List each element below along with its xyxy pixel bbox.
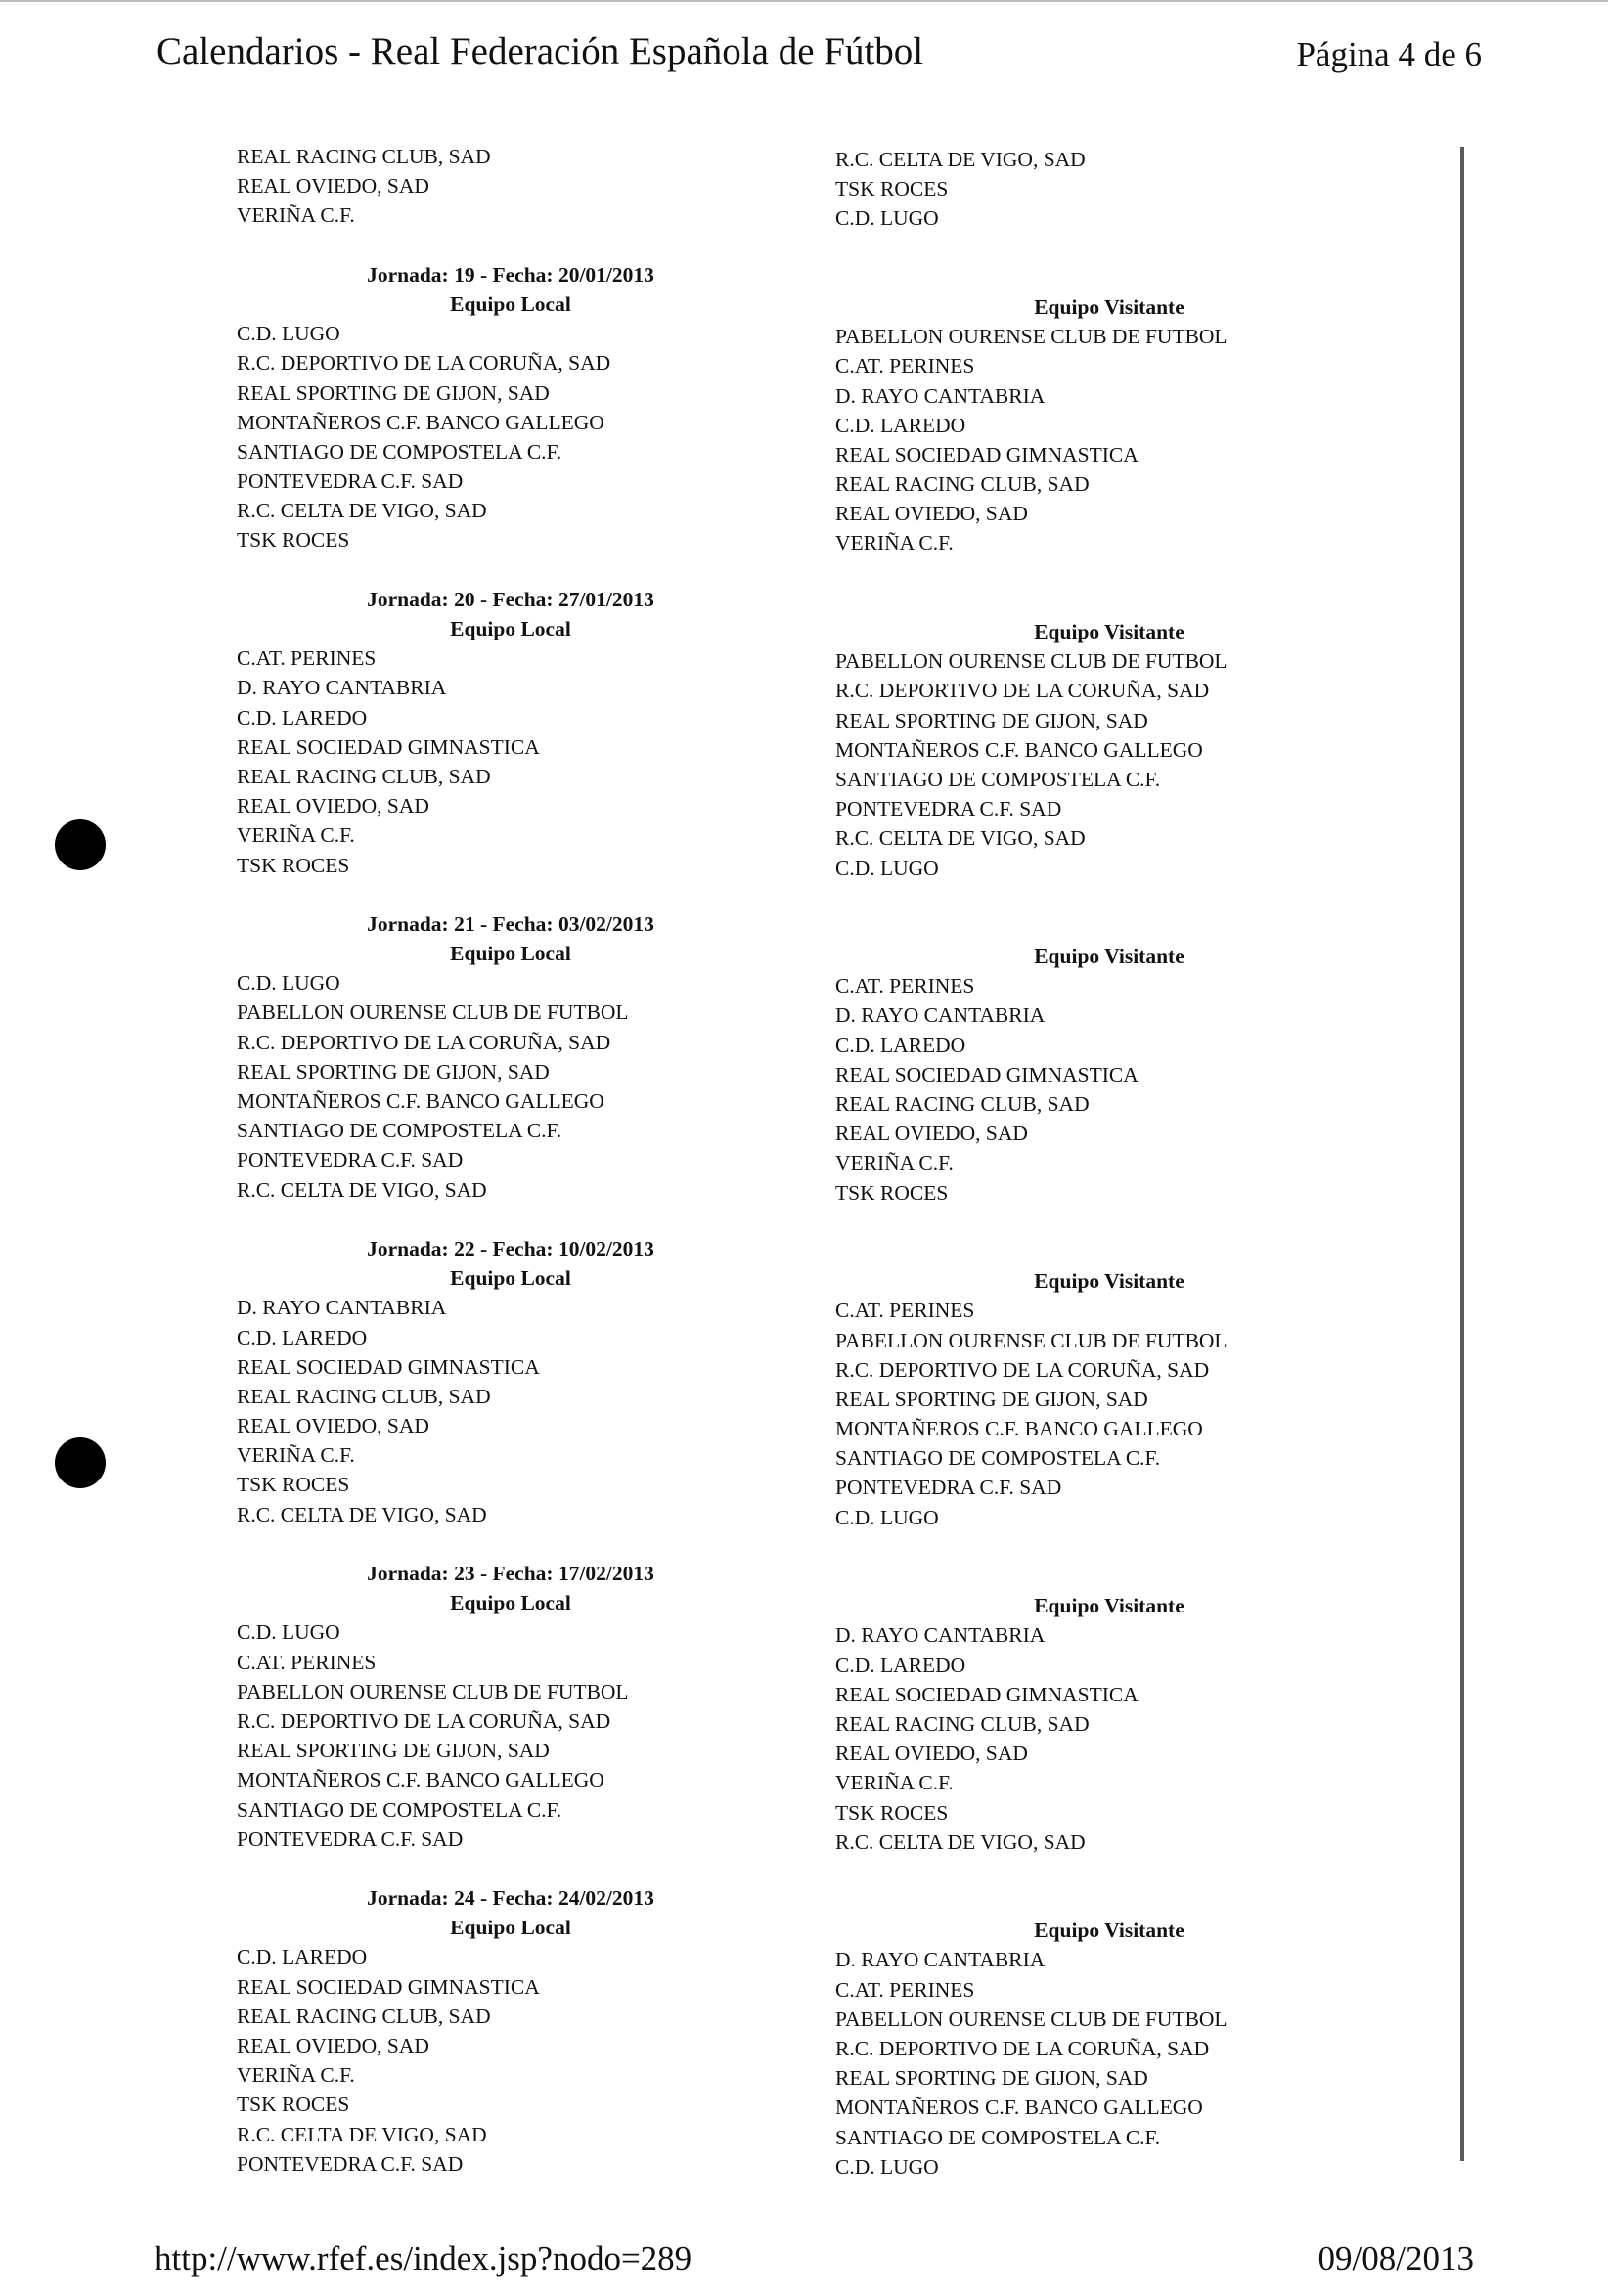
equipo-local-heading: Equipo Local [450, 291, 571, 316]
team-name: C.D. LAREDO [237, 1325, 368, 1349]
team-name: C.AT. PERINES [237, 646, 377, 671]
team-name: C.AT. PERINES [835, 1299, 975, 1323]
team-name: C.D. LUGO [835, 1505, 939, 1529]
team-name: REAL OVIEDO, SAD [835, 1122, 1028, 1146]
spacer [835, 1886, 1383, 1916]
team-name: SANTIAGO DE COMPOSTELA C.F. [237, 439, 562, 464]
team-name: REAL SOCIEDAD GIMNASTICA [835, 1062, 1139, 1086]
team-name: REAL SPORTING DE GIJON, SAD [237, 1739, 550, 1763]
team-name: REAL OVIEDO, SAD [835, 502, 1028, 526]
spacer [237, 231, 784, 260]
team-name: TSK ROCES [835, 1180, 949, 1205]
team-name: REAL SOCIEDAD GIMNASTICA [237, 1974, 540, 1999]
team-name: REAL RACING CLUB, SAD [237, 2004, 491, 2028]
team-name: MONTAÑEROS C.F. BANCO GALLEGO [835, 1417, 1203, 1441]
team-name: SANTIAGO DE COMPOSTELA C.F. [237, 1119, 562, 1143]
team-name: SANTIAGO DE COMPOSTELA C.F. [237, 1797, 562, 1822]
team-name: R.C. DEPORTIVO DE LA CORUÑA, SAD [237, 1030, 611, 1054]
team-name: REAL RACING CLUB, SAD [237, 145, 491, 168]
equipo-visitante-heading: Equipo Visitante [1034, 945, 1184, 969]
team-name: PABELLON OURENSE CLUB DE FUTBOL [237, 1000, 629, 1025]
jornada-title: Jornada: 21 - Fecha: 03/02/2013 [367, 911, 654, 936]
team-name: REAL SPORTING DE GIJON, SAD [835, 708, 1148, 732]
team-name: REAL SOCIEDAD GIMNASTICA [237, 1354, 540, 1379]
team-name: C.D. LAREDO [835, 413, 966, 437]
spacer [237, 1854, 784, 1883]
team-name: C.D. LAREDO [237, 1945, 368, 1969]
team-name: C.D. LAREDO [835, 1033, 966, 1057]
team-name: D. RAYO CANTABRIA [835, 1003, 1046, 1028]
team-name: VERIÑA C.F. [835, 531, 954, 555]
team-name: TSK ROCES [237, 1473, 350, 1497]
equipo-visitante-heading: Equipo Visitante [1034, 1269, 1184, 1294]
team-name: D. RAYO CANTABRIA [237, 1296, 447, 1320]
equipo-local-heading: Equipo Local [450, 942, 571, 966]
team-name: MONTAÑEROS C.F. BANCO GALLEGO [835, 2096, 1203, 2120]
team-name: R.C. CELTA DE VIGO, SAD [835, 1830, 1086, 1854]
spacer [237, 1205, 784, 1234]
team-name: REAL OVIEDO, SAD [237, 794, 429, 818]
team-name: PONTEVEDRA C.F. SAD [237, 469, 464, 494]
team-name: R.C. CELTA DE VIGO, SAD [237, 1502, 487, 1526]
team-name: REAL SOCIEDAD GIMNASTICA [237, 734, 540, 759]
jornada-title: Jornada: 24 - Fecha: 24/02/2013 [367, 1886, 654, 1911]
team-name: D. RAYO CANTABRIA [835, 1623, 1046, 1648]
spacer [835, 912, 1383, 942]
punch-hole-top [55, 819, 106, 870]
team-name: PONTEVEDRA C.F. SAD [237, 1827, 464, 1851]
footer-date: 09/08/2013 [1318, 2239, 1474, 2277]
team-name: D. RAYO CANTABRIA [835, 1948, 1046, 1972]
team-name: TSK ROCES [835, 177, 949, 201]
team-name: PONTEVEDRA C.F. SAD [237, 1148, 464, 1172]
team-name: VERIÑA C.F. [835, 1771, 954, 1795]
equipo-visitante-heading: Equipo Visitante [1034, 620, 1184, 643]
team-name: C.AT. PERINES [835, 354, 975, 378]
team-name: R.C. DEPORTIVO DE LA CORUÑA, SAD [835, 679, 1210, 703]
team-name: VERIÑA C.F. [237, 1443, 355, 1468]
local-column [237, 142, 784, 2179]
team-name: C.D. LUGO [835, 2154, 939, 2179]
team-name: C.AT. PERINES [835, 1977, 975, 2002]
team-name: PABELLON OURENSE CLUB DE FUTBOL [835, 649, 1228, 674]
team-name: R.C. DEPORTIVO DE LA CORUÑA, SAD [237, 1708, 611, 1733]
spacer [237, 880, 784, 909]
team-name: C.D. LUGO [835, 206, 939, 231]
spacer [835, 263, 1383, 292]
visitante-column [835, 145, 1383, 2182]
equipo-visitante-heading: Equipo Visitante [1034, 294, 1184, 319]
spacer [835, 1208, 1383, 1237]
team-name: PONTEVEDRA C.F. SAD [237, 2151, 464, 2176]
team-name: R.C. DEPORTIVO DE LA CORUÑA, SAD [835, 1357, 1210, 1382]
team-name: R.C. CELTA DE VIGO, SAD [237, 1177, 487, 1202]
spacer [835, 588, 1383, 617]
team-name: MONTAÑEROS C.F. BANCO GALLEGO [237, 1768, 604, 1792]
team-name: R.C. DEPORTIVO DE LA CORUÑA, SAD [237, 351, 611, 375]
footer-url: http://www.rfef.es/index.jsp?nodo=289 [155, 2239, 692, 2277]
team-name: REAL RACING CLUB, SAD [835, 472, 1090, 497]
team-name: D. RAYO CANTABRIA [237, 676, 447, 700]
equipo-visitante-heading: Equipo Visitante [1034, 1594, 1184, 1618]
equipo-local-heading: Equipo Local [450, 617, 571, 640]
equipo-visitante-heading: Equipo Visitante [1034, 1919, 1184, 1943]
spacer [835, 1562, 1383, 1591]
jornada-title: Jornada: 19 - Fecha: 20/01/2013 [367, 262, 654, 287]
team-name: REAL RACING CLUB, SAD [237, 1384, 491, 1408]
team-name: R.C. CELTA DE VIGO, SAD [237, 2122, 487, 2146]
page-number: Página 4 de 6 [1296, 35, 1482, 73]
team-name: REAL SPORTING DE GIJON, SAD [237, 380, 550, 405]
team-name: PABELLON OURENSE CLUB DE FUTBOL [237, 1679, 629, 1703]
team-name: C.AT. PERINES [237, 1650, 377, 1674]
right-margin-line [1460, 147, 1464, 2161]
spacer [237, 1529, 784, 1559]
spacer [835, 1532, 1383, 1562]
equipo-local-heading: Equipo Local [450, 1916, 571, 1940]
team-name: R.C. CELTA DE VIGO, SAD [835, 826, 1086, 851]
team-name: MONTAÑEROS C.F. BANCO GALLEGO [835, 737, 1203, 762]
team-name: REAL OVIEDO, SAD [237, 2034, 429, 2057]
team-name: D. RAYO CANTABRIA [835, 383, 1046, 408]
team-name: R.C. CELTA DE VIGO, SAD [835, 148, 1086, 171]
spacer [835, 234, 1383, 263]
jornada-title: Jornada: 20 - Fecha: 27/01/2013 [367, 587, 654, 611]
team-name: PABELLON OURENSE CLUB DE FUTBOL [835, 1328, 1228, 1352]
team-name: REAL SPORTING DE GIJON, SAD [835, 1387, 1148, 1411]
team-name: TSK ROCES [237, 2093, 350, 2117]
jornada-title: Jornada: 23 - Fecha: 17/02/2013 [367, 1562, 654, 1585]
equipo-local-heading: Equipo Local [450, 1266, 571, 1291]
team-name: C.D. LAREDO [237, 705, 368, 729]
team-name: REAL RACING CLUB, SAD [237, 764, 491, 788]
spacer [237, 555, 784, 585]
spacer [835, 883, 1383, 912]
team-name: REAL RACING CLUB, SAD [835, 1092, 1090, 1116]
team-name: R.C. DEPORTIVO DE LA CORUÑA, SAD [835, 2037, 1210, 2060]
page-title: Calendarios - Real Federación Española de Fútbol [156, 30, 924, 72]
team-name: PABELLON OURENSE CLUB DE FUTBOL [835, 325, 1228, 349]
jornada-title: Jornada: 22 - Fecha: 10/02/2013 [367, 1236, 654, 1260]
team-name: REAL SOCIEDAD GIMNASTICA [835, 442, 1139, 466]
team-name: TSK ROCES [237, 853, 350, 877]
scan-top-edge [0, 0, 1608, 2]
team-name: R.C. CELTA DE VIGO, SAD [237, 499, 487, 523]
team-name: SANTIAGO DE COMPOSTELA C.F. [835, 767, 1161, 791]
team-name: C.D. LUGO [237, 1620, 340, 1645]
team-name: PABELLON OURENSE CLUB DE FUTBOL [835, 2007, 1228, 2031]
team-name: REAL OVIEDO, SAD [835, 1742, 1028, 1766]
team-name: C.D. LAREDO [835, 1653, 966, 1677]
equipo-local-heading: Equipo Local [450, 1591, 571, 1615]
team-name: C.D. LUGO [237, 322, 340, 346]
team-name: PONTEVEDRA C.F. SAD [835, 797, 1062, 821]
team-name: PONTEVEDRA C.F. SAD [835, 1476, 1062, 1500]
team-name: SANTIAGO DE COMPOSTELA C.F. [835, 2125, 1161, 2149]
team-name: REAL SPORTING DE GIJON, SAD [835, 2066, 1148, 2091]
team-name: REAL SOCIEDAD GIMNASTICA [835, 1682, 1139, 1706]
team-name: C.D. LUGO [835, 856, 939, 880]
team-name: VERIÑA C.F. [237, 823, 355, 848]
team-name: VERIÑA C.F. [237, 203, 355, 228]
spacer [835, 558, 1383, 588]
team-name: TSK ROCES [835, 1800, 949, 1825]
team-name: VERIÑA C.F. [835, 1151, 954, 1175]
team-name: TSK ROCES [237, 528, 350, 552]
team-name: VERIÑA C.F. [237, 2063, 355, 2088]
team-name: MONTAÑEROS C.F. BANCO GALLEGO [237, 410, 604, 434]
spacer [835, 1237, 1383, 1266]
team-name: SANTIAGO DE COMPOSTELA C.F. [835, 1446, 1161, 1471]
team-name: C.D. LUGO [237, 971, 340, 995]
team-name: REAL SPORTING DE GIJON, SAD [237, 1059, 550, 1083]
team-name: REAL OVIEDO, SAD [237, 1414, 429, 1438]
team-name: REAL RACING CLUB, SAD [835, 1711, 1090, 1736]
punch-hole-bottom [55, 1437, 106, 1488]
team-name: REAL OVIEDO, SAD [237, 174, 429, 199]
team-name: MONTAÑEROS C.F. BANCO GALLEGO [237, 1089, 604, 1113]
team-name: C.AT. PERINES [835, 974, 975, 998]
spacer [835, 1857, 1383, 1886]
